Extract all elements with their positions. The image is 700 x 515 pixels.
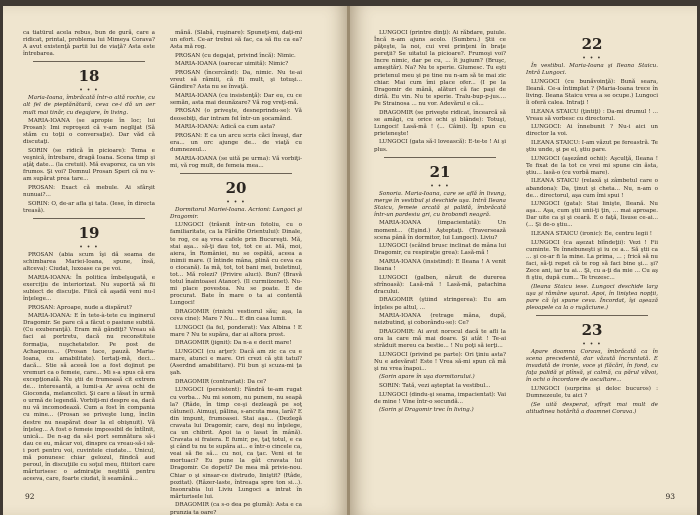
left-page (3, 6, 348, 515)
dialogue-line: LUNGOCI (gata să-l lovească): E-te-te ! Ai şi plus. (374, 139, 506, 153)
stage-direction: În vestibul. Maria-Ioana şi Ileana Staicu. Intră Lungoci. (526, 63, 658, 77)
scene-ornament: • • • (226, 198, 246, 206)
scene-number-20: 20 (225, 178, 247, 197)
dialogue-line: LUNGOCI (trăsnit într-un fotoliu, cu o familiaritate, ca la Fărăfie Orientului): Dinale, te rog, ce aş vrea cafele prin Bucureşti. Mă, stai aşa... să-ţi dau tot, tot ce ai. Mă, moi, aiera, în României, nu se ospătă, aceea a inimii mare. (I întinde mâna, plină cu ceva ca o ciocană). Ia mă, tot, tot bani mei, buletinul, tot... Mă rolezi? (Privire aluci). Bun? (Bravă totul înaintoasei Atanor). (Il curmiizenet). Nu-mi place povestea. Nu se poate. E de procurat. Bate în mare o ta ai contentă Lungoci! (170, 222, 302, 307)
stage-direction: Maria-Ioana, îmbrăcată într-o altă rochie, cu alt fel de pieptănătură, ceva ce-i dă un aer mult mai tinăr, cu degajare, în living. (23, 95, 155, 116)
dialogue-line: MARIA-IOANA (insistind): E Ileana ! A venit Ileana ! (374, 258, 506, 273)
scene-21-body (374, 191, 506, 415)
dialogue-line: DRAGOMIR (ca s-o dea pe glumă): Asta e ca prunzia ta oare? (170, 502, 302, 515)
dialogue-line: LUNGOCI (cu arţer): Dacă am zic ca cu e mare, atunci e mare. Ori crezi că ştii tatul? (Aserdnd amabilitare). Fii bun şi scuza-mi ţa şah. (170, 348, 302, 377)
scene-number-21: 21 (429, 162, 451, 181)
stage-direction: (Ileana Staicu iese. Lungoci deschide larg uşa şi rămâne uşurat. Apoi, în liniştea nopţii, pare că îşi spune ceva. Încordat, îşi aşează pleoapele ca la o rugăciune.) (526, 283, 658, 311)
left-column-1 (23, 30, 155, 485)
dialogue-line: ILEANA STAICU (relaxă şi zâmbetul care o abandona): Da, ţinut şi cheta... Nu, n-am o de... directorul, aşa cum îmi spui ! (526, 178, 658, 199)
dialogue-line: MARIA-IOANA (se uită pe urma): Vă vorbiţi-mi, vă rog mult, de femeia mea... (170, 155, 302, 169)
stage-direction: (Se uită desperat, sfîrşit mai mult de atitudinea hotărîtă a doamnei Corava.) (526, 401, 658, 415)
dialogue-line: MARIA-IOANA (impacientată): Un moment... (Eşind.) Aşteptaţi. (Traversează scena până în dormitor, lui Lungoci). Liviu? (374, 220, 506, 241)
page-number-right: 93 (665, 492, 675, 501)
scene-23-body (526, 349, 658, 416)
dialogue-line: SORIN: Tată, vezi aşteptat la vestibul... (379, 382, 491, 389)
dialogue-line: DRAGOMIR (contrariat): Da ce? (175, 378, 267, 385)
stage-direction: (Sorin apare în uşa dormitorului.) (379, 374, 475, 381)
dialogue-line: SORIN (se ridică în picioare): Tema e veşnică, întrebare, dragă Ioana. Scena timp şi aţâţ date... (la cretuii). Mă evaporez, ca un vis frumos. Şi voi? Domnul Prosan Speri că nu v-am supărat prea tare... (23, 148, 155, 183)
dialogue-line: DRAGOMIR (rinichi vestiorul său; aşa, la ceva cine): Mare ? Nu... E din casa lumii. (170, 309, 302, 323)
page-number-left: 92 (25, 492, 35, 501)
scene-divider (384, 157, 496, 158)
dialogue-line: LUNGOCI (dindu-şi seama, impacientat): Vai de mine ! Vine într-o secundă... (374, 391, 506, 405)
dialogue-line: PROSAN: E ca un arcu scris căci însuşi, dar era... un orc ajunge de... de viaţă cu dumnezeul... (170, 132, 302, 153)
scene-ornament: • • • (430, 182, 450, 190)
dialogue-line: DRAGOMIR (jignit): Da n-a e decit mare! (175, 340, 292, 347)
scene-22-body (526, 63, 658, 312)
right-column-1 (374, 30, 506, 416)
dialogue-line: ILEANA STAICU (ţintiţi) : Da-mi drumul ! ... Vreau să vorbesc cu directorul. (526, 108, 658, 122)
scene-ornament: • • • (582, 55, 602, 62)
right-column-2 (526, 30, 658, 417)
scene-ornament: • • • (79, 243, 99, 251)
dialogue-continuation (170, 30, 302, 170)
scene-divider (536, 315, 648, 316)
dialogue-line: MARIA-IOANA: E în tete-à-tete cu inginerul Dragomir. Se pare că a făcut o pasiune subită. (Cu exuberanţă). Eram mă gândiţi? Vreau să faci ai portretu, dacă nu reconstituie formaţia, nuşchetatelor. Pe post de Achaqueus... (Prosan tace, pauză. Maria-Ioana, cu amabilitate). Iertaţi-mă, deci... dacă... Stie să aceeă loe a fost dojinut pe vremuri ca o femeie, care... Mi s-a spus că era excepţională. Nu ştii de frumoasă cit extrem de... interesantă, a lumii-a Ar avea ochi de Gioconda, melancolici. Şi care a lăsat în urmă o urmă de legendă. Vorbiţi-mi despre ea, dacă nu vă incomodează. Cum a fost în compania cu mine... (Prosan se priveşte lung, înclin destre nu neapărat doar la el obişnuit). Vă înţeleg... A fost o femeie impossibil de întîlnit, unică... De n-ag da să-i port semnătura să-i dau ce eu, măcar voi, dinspre ca vreau-să-i să-i port pentru voi, cuvintele ciudate... Unicul, mă ponunesc chiar gelozul, fiindcă aud peroul, în discuţiile cu soţul meu, fitiitori care mărturisesc o admiraţie neştiită pentru aceeva, care, foarte ciudat, îi seamănă... (23, 313, 155, 483)
dialogue-line: LUNGOCI (privind pe parte): Ori ţiniu asta? Nu e adevărat! Este ! Vrea să-mi spun că mă şi nu vrea înapoi... (374, 351, 506, 372)
dialogue-line: LUNGOCI (cu bunăvoinţă): Bună seara, Ileană. Ce-a întimplat ? (Maria-Ioana trece în living. Ileana Staicu vrea a se ocupe.) Lungoci îi oferă calea. Intraţi ! (526, 78, 658, 106)
dialogue-line: LUNGOCI (persistent): Făndră te-am rugat cu vorba... Nu mi sonom, nu punem, nu seapă la? (Râde, în timp ce-şi dezleagă pe soţ cătunei). Aimuşi, pălina, s-ancuta mea, lară? E din impunt, frumoasei. Stai aşa... (Dezlegă cravata lui Dragomir, care, deşi nu înţelege, ca un chibrit. Apoi ia o lasat în mână). Cravata si fraiera. E fumir, pe, ţaţ totul, e ca şi când tu nu te supăra ai... e într-o cincele ca, veai să fie să... cu noi, ca ţac. Veni ei te mortuaci? Eu pune la gât cravata lui Dragomir. Ce dopeti? De mea mă privie-nou. Chiar o şi sinsar-ce distrudo, liniştit? (Râde, pozitat). (Râzer-laste, întreaga spre ton si...). Insonrabia lui Liviu Lungoci a intrat în mărturisele lui. (170, 387, 302, 500)
dialogue-line: LUNGOCI: Ai înnebunit ? Nu-i aici un director la voi. (526, 124, 658, 138)
dialogue-line: PROSAN: Exact că mebule. Ai sfârşit nunuai?... (23, 185, 155, 199)
scene-number-19: 19 (78, 223, 100, 242)
right-page (350, 6, 697, 515)
stage-direction: Apare doamna Corava, îmbrăcată ca în scena precedentă, dar văzută încruntată. E invadată de ironie, voce şi flăcări, în fond, cu faţa palidă şi plînsă, şi calmă, cu părul vîlvoi, în ochi o încordare de ascultare... (526, 349, 658, 384)
scene-20-body (170, 207, 302, 515)
scene-divider (180, 173, 292, 174)
dialogue-line: DRAGOMIR (ştiind stringerea): Eu am înţeles pe altul, ... (374, 297, 506, 311)
scene-divider (33, 61, 145, 62)
dialogue-line: LUNGOCI (surprins şi deloc bucuros) : Dumnezeule, tu aici ? (526, 386, 658, 400)
dialogue-line: LUNGOCI (ca aşezat blîndeţii): Vezi ! Fii cuminte. Te înnebuneşti şi iu ce a... Să ştii ca ... şi ce-ar fi la mine. La prima, ... ; frică să nu faci, să-ţi repet că te rog să faci bine şi... şi? Zece ani, iar tu ai... Şi, cu a-ţi da mie ... Cu aş fi ştiu, după cum... Te trezesc... (526, 239, 658, 282)
dialogue-line: MARIA-IOANA (se apropie în loc; lui Prosan): Imi reproşezi că v-am neglijat (Să stăm cu toţii o conversaţie). Dar văd că discutaţi. (23, 118, 155, 146)
scene-19-body (23, 252, 155, 484)
dialogue-continuation (374, 30, 506, 154)
scene-number-22: 22 (581, 35, 603, 53)
dialogue-line: MARIA-IOANA: Adică ca cum asta? (175, 124, 276, 131)
dialogue-line: LUNGOCI (la fel, ponderat): Vax Albina ! E mare ? Nu te supăra, dar ai altora prost. (170, 324, 302, 338)
dialogue-line: MARIA-IOANA (oarecar uimită): Nimic? (175, 61, 289, 68)
dialogue-line: LUNGOCI (aşezând ochii): Aşculţă, Ileana ! Te fixat de la tot ce vrei mi spune cin ăsta, ştiu... lasă-o (cu vorbă mare). (526, 155, 658, 176)
stage-direction: Sonoria. Maria-Ioana, care se află în livung, merge în vestibul şi deschide uşa. Intră Ileana Staicu, femeie arcată şi palidă, îmbrăcată într-un pardesiu gri, cu brobondi neagră. (374, 190, 506, 218)
dialogue-line: MARIA-IOANA: În politica îmbelşugată, e exerciţiu de interiorizat. Nu suportă să fii subiect de discuţie. Fiică că aşadă veni nu-l înţelege... (23, 274, 155, 302)
dialogue-line: LUNGOCI (gata): Stai linişte, Ileană. Nu aşa... Aşa, cum ştii unii-ţi ţin, ... mai aproape. Dar uite ca şi şi ceară. E o faţă, Iisuse ce-ai... (... Şi de-o ştiu... (526, 201, 658, 229)
scene-18-body (23, 95, 155, 215)
stage-direction: Dormitorul Mariei-Ioana. Acrioni: Lungoci şi Dragomir. (170, 206, 302, 220)
scene-ornament: • • • (582, 341, 602, 349)
dialogue-line: PROSAN (abia scum îşi dă seama de schimbarea Mariei-Ioana, spune, însă, altceva): Ciudat, luxoase ca pe voi. (23, 251, 155, 273)
dialogue-line: LUNGOCI (scâlnd brusc inclinat de mâna lui Dragomir, cu respiraţie grea): Lasă-mă ! (374, 243, 506, 257)
scene-number-18: 18 (78, 67, 100, 86)
dialogue-line: LUNGOCI (printre dinţi): Ai răbdare, puiule. Încă n-am ajuns acolo. (Sumbru.) Ştii ce păţeşte, la noi, cui vrei prinţeni în braţe pereţii? Se uitatul la picioare?. Frumoşi voi? Incre nimic, dar pe cu, ... ît jugium? (Bruşc, ameşităr). Na? Nu te sperie. Glumesc. Tu eşti prietenul meu şi pe tine nu n-am să te mai zic chiar. Mai cum îmi place ofer... (I pe la Dragomir de mână, alături că fac paşi de dirlă. Eu vin. Nu te sperie. Tralu-bup-p-jus.... Pe Strainosa ... nu vor. Adevărul e că... (374, 30, 506, 107)
dialogue-line: PROSAN (o priveşte, desneprindu-se): Vă deosebiţi, dar intram fel într-un şocamănd. (170, 108, 302, 122)
dialogue-line: SORIN: O, de-ar afla şi tata. (Iese, în directa treasă). (23, 200, 155, 214)
dialogue-line: mănă. (Slabă, ruşinare): Spuneţi-mi, daţi-mi un efort. Ce-ar trebui să fac, ca să fiu ca ea? Asta mă rog. (170, 30, 302, 51)
dialogue-line: PROSAN: Aproape, nude a dispărut? (28, 304, 132, 311)
dialogue-line: MARIA-IOANA (cu insistenţă): Dar eu, cu ce semăn, asta mai deunăzare? Vă rog vreţi-mă. (170, 92, 302, 106)
scene-divider (33, 218, 145, 219)
opening-paragraph: ca tiatürul acela rebus, bun de gură, care a ridicat, printal, problema lui Mimeya Corava? A avut existenţă partii lui de viaţă? Asta este întrebarea. (23, 30, 155, 58)
dialogue-line: ILEANA STAICU: I-am văzut pe fereastră. Te ştiu unde, şi pe el, ştiu pare. (526, 139, 658, 154)
scene-number-23: 23 (581, 321, 603, 340)
dialogue-line: MARIA-IOANA (retrage mâna, după, neizbutind, şi coborându-se): Ce? (374, 313, 506, 327)
left-column-2 (170, 30, 302, 515)
dialogue-line: PROSAN (încercând): Da, nimic. Nu te-ai vreut să rămiii, că fii mult, şi totuşi... Gândire? Asta nu se învaţă. (170, 69, 302, 91)
dialogue-line: DRAGOMIR (se priveşte ridicat, încearcă să se amăgi, cu orice ochi şi blânde): Totuşi, Lungoci! Lasă-mă ! (... Câini). Îţi spun cu prieteneşte! (374, 109, 506, 137)
dialogue-line: PROSAN (cu degajat, privind încă): Nimic. (175, 52, 296, 59)
scene-ornament: • • • (79, 87, 99, 95)
dialogue-line: LUNGOCI (galben, năruit de durerea sfrînoasă): Lasă-mă ! Lasă-mă, patachina dracului. (374, 274, 506, 295)
dialogue-line: ILEANA STAICU (ironic): Ee, centru legii ! (531, 231, 653, 238)
stage-direction: (Sorin şi Dragomir trec în living.) (379, 407, 474, 414)
dialogue-line: DRAGOMIR: Ai avut norocul dacă te afli la ora la care mă mai doare. Şi atât ! Te-ai străduit mereu ca bestie... ! Nu poţi să ierţi... (374, 328, 506, 349)
